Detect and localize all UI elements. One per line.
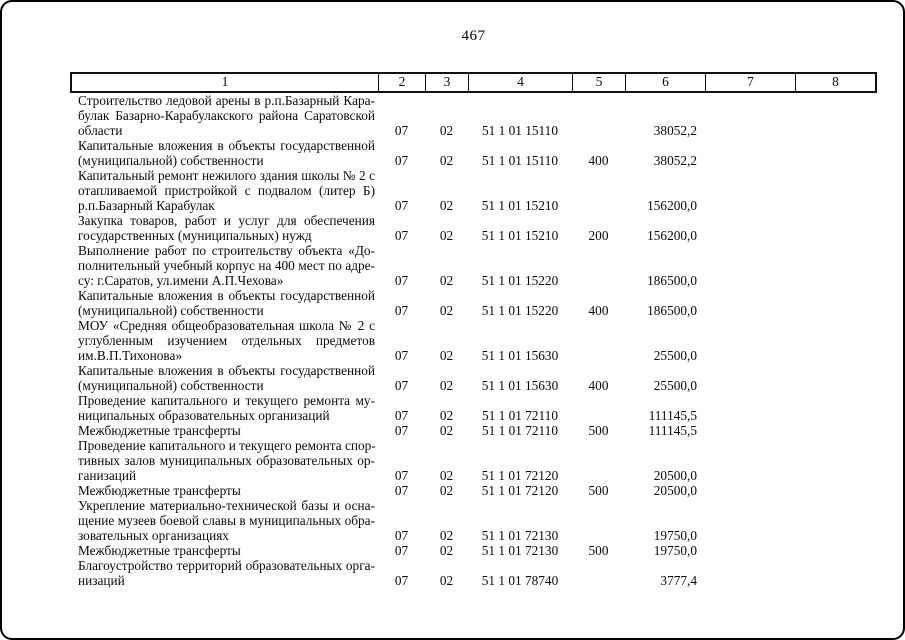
target-article-code: 51 1 01 15210 — [481, 228, 559, 243]
row-title — [70, 393, 378, 423]
row-title — [70, 318, 378, 363]
section-code: 07 — [394, 348, 409, 363]
target-article-code: 51 1 01 78740 — [481, 573, 559, 588]
amount: 3777,4 — [660, 573, 697, 588]
expense-type-code: 400 — [588, 303, 609, 318]
expense-type-code: 400 — [588, 378, 609, 393]
row-title-line: Строительство ледовой арены в р.п.Базарный Кара- — [78, 93, 375, 108]
amount: 38052,2 — [653, 153, 697, 168]
subsection-code: 02 — [439, 408, 454, 423]
row-title — [70, 438, 378, 483]
row-title — [70, 213, 378, 243]
row-title-line: Закупка товаров, работ и услуг для обеспечения — [78, 213, 375, 228]
row-title-line: тивных залов муниципальных образовательных ор- — [78, 453, 375, 468]
row-title — [70, 288, 378, 318]
row-title-line: (муниципальной) собственности — [78, 378, 264, 393]
target-article-code: 51 1 01 15630 — [481, 378, 559, 393]
section-code: 07 — [394, 198, 409, 213]
amount: 25500,0 — [653, 378, 697, 393]
row-title-line: ниципальных образовательных организаций — [78, 408, 330, 423]
target-article-code: 51 1 01 15220 — [481, 273, 559, 288]
header-cell-8: 8 — [795, 74, 875, 91]
table-row — [70, 423, 877, 438]
row-title-line: Капитальный ремонт нежилого здания школы № 2 с — [78, 168, 375, 183]
amount: 19750,0 — [653, 528, 697, 543]
row-title — [70, 498, 378, 543]
amount: 186500,0 — [647, 303, 697, 318]
target-article-code: 51 1 01 15110 — [482, 123, 558, 138]
amount: 156200,0 — [647, 228, 697, 243]
row-title — [70, 483, 378, 498]
subsection-code: 02 — [439, 228, 454, 243]
amount: 156200,0 — [647, 198, 697, 213]
section-code: 07 — [394, 468, 409, 483]
row-title-line: Капитальные вложения в объекты государственной — [78, 138, 375, 153]
page-number: 467 — [461, 28, 486, 44]
table-row — [70, 213, 877, 243]
row-title-line: Межбюджетные трансферты — [78, 483, 241, 498]
row-title-line: зовательных организациях — [78, 528, 229, 543]
header-cell-7: 7 — [705, 74, 795, 91]
header-cell-2: 2 — [378, 74, 425, 91]
expense-type-code: 500 — [588, 423, 609, 438]
header-cell-1: 1 — [221, 74, 229, 89]
table-row — [70, 318, 877, 363]
expense-type-code: 200 — [588, 228, 609, 243]
row-title — [70, 138, 378, 168]
subsection-code: 02 — [439, 468, 454, 483]
section-code: 07 — [394, 153, 409, 168]
row-title-line: ганизаций — [78, 468, 137, 483]
target-article-code: 51 1 01 15630 — [481, 348, 559, 363]
section-code: 07 — [394, 573, 409, 588]
row-title-line: государственных (муниципальных) нужд — [78, 228, 312, 243]
row-title — [70, 168, 378, 213]
subsection-code: 02 — [439, 348, 454, 363]
row-title-line: Укрепление материально-технической базы и осна- — [78, 498, 375, 513]
row-title-line: низаций — [78, 573, 125, 588]
row-title-line: Межбюджетные трансферты — [78, 543, 241, 558]
section-code: 07 — [394, 228, 409, 243]
table-row — [70, 483, 877, 498]
table-row — [70, 498, 877, 543]
row-title-line: МОУ «Средняя общеобразовательная школа № 2 с — [78, 318, 375, 333]
subsection-code: 02 — [439, 573, 454, 588]
row-title — [70, 543, 378, 558]
table-row — [70, 393, 877, 423]
row-title — [70, 363, 378, 393]
subsection-code: 02 — [439, 123, 454, 138]
table-row — [70, 543, 877, 558]
amount: 20500,0 — [653, 468, 697, 483]
target-article-code: 51 1 01 72130 — [481, 543, 559, 558]
expense-type-code: 500 — [588, 483, 609, 498]
subsection-code: 02 — [439, 303, 454, 318]
section-code: 07 — [394, 378, 409, 393]
row-title-line: Проведение капитального и текущего ремонта спор- — [78, 438, 376, 453]
table-body — [70, 93, 877, 588]
row-title-line: Выполнение работ по строительству объекта «До- — [78, 243, 375, 258]
target-article-code: 51 1 01 72120 — [481, 468, 559, 483]
table-row — [70, 243, 877, 288]
row-title-line: Проведение капитального и текущего ремонта му- — [78, 393, 375, 408]
table-row — [70, 168, 877, 213]
subsection-code: 02 — [439, 273, 454, 288]
table-header-row — [70, 72, 877, 93]
row-title-line: отапливаемой пристройкой с подвалом (литер Б) — [78, 183, 375, 198]
row-title-line: щение музеев боевой славы в муниципальных обра- — [78, 513, 375, 528]
header-cell-5: 5 — [572, 74, 625, 91]
expense-type-code: 400 — [588, 153, 609, 168]
subsection-code: 02 — [439, 543, 454, 558]
header-cell-4: 4 — [468, 74, 572, 91]
row-title-line: углубленным изучением отдельных предметов — [78, 333, 375, 348]
row-title-line: Капитальные вложения в объекты государственной — [78, 363, 375, 378]
target-article-code: 51 1 01 15210 — [481, 198, 559, 213]
subsection-code: 02 — [439, 153, 454, 168]
row-title-line: Межбюджетные трансферты — [78, 423, 241, 438]
section-code: 07 — [394, 528, 409, 543]
subsection-code: 02 — [439, 198, 454, 213]
row-title — [70, 93, 378, 138]
section-code: 07 — [394, 303, 409, 318]
target-article-code: 51 1 01 72120 — [481, 483, 559, 498]
section-code: 07 — [394, 273, 409, 288]
table-row — [70, 93, 877, 138]
amount: 186500,0 — [647, 273, 697, 288]
row-title-line: булак Базарно-Карабулакского района Саратовской — [78, 108, 375, 123]
row-title-line: Капитальные вложения в объекты государственной — [78, 288, 375, 303]
target-article-code: 51 1 01 15220 — [481, 303, 559, 318]
row-title-line: р.п.Базарный Карабулак — [78, 198, 215, 213]
section-code: 07 — [394, 408, 409, 423]
expense-type-code: 500 — [588, 543, 609, 558]
row-title — [70, 558, 378, 588]
row-title — [70, 243, 378, 288]
amount: 20500,0 — [653, 483, 697, 498]
row-title-line: полнительный учебный корпус на 400 мест по адре- — [78, 258, 375, 273]
table-row — [70, 288, 877, 318]
table-row — [70, 138, 877, 168]
row-title — [70, 423, 378, 438]
table-row — [70, 558, 877, 588]
table-row — [70, 438, 877, 483]
amount: 38052,2 — [653, 123, 697, 138]
target-article-code: 51 1 01 72110 — [482, 423, 558, 438]
section-code: 07 — [394, 123, 409, 138]
section-code: 07 — [394, 543, 409, 558]
amount: 19750,0 — [653, 543, 697, 558]
row-title-line: (муниципальной) собственности — [78, 153, 264, 168]
amount: 111145,5 — [648, 408, 697, 423]
row-title-line: (муниципальной) собственности — [78, 303, 264, 318]
subsection-code: 02 — [439, 378, 454, 393]
amount: 25500,0 — [653, 348, 697, 363]
subsection-code: 02 — [439, 528, 454, 543]
subsection-code: 02 — [439, 423, 454, 438]
row-title-line: су: г.Саратов, ул.имени А.П.Чехова» — [78, 273, 284, 288]
header-cell-6: 6 — [625, 74, 705, 91]
target-article-code: 51 1 01 72110 — [482, 408, 558, 423]
row-title-line: области — [78, 123, 123, 138]
section-code: 07 — [394, 483, 409, 498]
header-cell-3: 3 — [425, 74, 468, 91]
table-row — [70, 363, 877, 393]
target-article-code: 51 1 01 72130 — [481, 528, 559, 543]
amount: 111145,5 — [648, 423, 697, 438]
target-article-code: 51 1 01 15110 — [482, 153, 558, 168]
row-title-line: Благоустройство территорий образовательных орга- — [78, 558, 375, 573]
row-title-line: им.В.П.Тихонова» — [78, 348, 183, 363]
subsection-code: 02 — [439, 483, 454, 498]
section-code: 07 — [394, 423, 409, 438]
